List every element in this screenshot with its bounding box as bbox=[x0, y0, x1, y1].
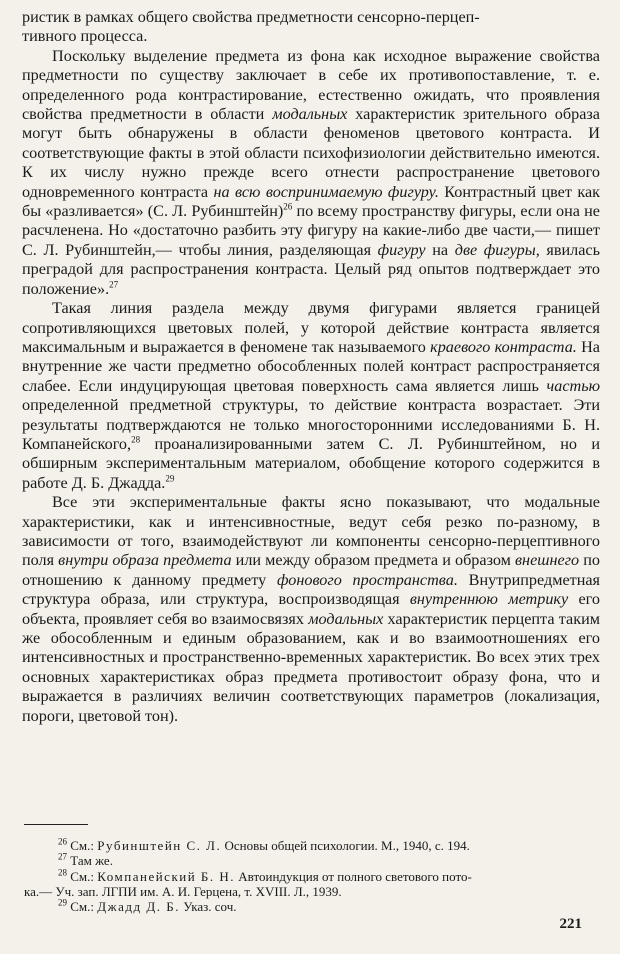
p1-text-1: Поскольку выделение предмета из фона как исходное выражение свойства предметности по существу заключает в себе их противопоставление, т. е. определенного рода контрастирование, естественно ожидать, что проявления свойства предметности в области bbox=[22, 46, 600, 124]
footnote-separator bbox=[24, 824, 88, 825]
footnotes bbox=[24, 838, 598, 914]
footnote-29 bbox=[24, 899, 598, 914]
p1-italic-2: на всю воспринимаемую фигуру. bbox=[213, 182, 439, 201]
footnote-number: 28 bbox=[58, 867, 67, 878]
p3-text-2: или между образом предмета и образом bbox=[231, 551, 516, 570]
footnote-lead: См.: bbox=[70, 838, 98, 853]
footnote-text: Основы общей психологии. М., 1940, с. 194. bbox=[221, 838, 470, 853]
page-body bbox=[22, 8, 600, 726]
footnote-ref-28: 28 bbox=[131, 434, 141, 445]
p1-text-3: Контрастный цвет как бы «разливается» (С. Л. Рубинштейн) bbox=[22, 182, 600, 221]
paragraph-continuation bbox=[22, 8, 600, 47]
p1-italic-4: две фигуры, bbox=[454, 240, 540, 259]
p3-text-3: по отношению к данному предмету bbox=[22, 551, 600, 589]
footnote-text: Автоиндукция от полного светового пото- bbox=[235, 868, 472, 884]
p3-text-5: его объекта, проявляет себя во взаимосвязях bbox=[22, 590, 601, 628]
footnote-author: Компанейский Б. Н. bbox=[97, 868, 236, 884]
footnote-26 bbox=[24, 838, 598, 853]
p1-text-2: характеристик зрительного образа могут быть обнаружены в области феноменов цветового контраста. И соответствующие факты в этой области психофизиологии действительно имеются. К их числу нужно прежде всего отнести распространение цветового одновременного контраста bbox=[22, 105, 600, 201]
p3-italic-1: внутри образа предмета bbox=[58, 551, 232, 570]
p3-italic-5: модальных bbox=[308, 609, 384, 628]
p1-italic-1: модальных bbox=[272, 105, 348, 124]
footnote-lead: См.: bbox=[70, 868, 98, 884]
footnote-ref-29: 29 bbox=[165, 473, 175, 484]
footnote-lead: См.: bbox=[70, 899, 98, 915]
p1-text-6: явилась преградой для распространения контраста. Целый ряд опытов подтверждает это положение». bbox=[22, 240, 600, 298]
p1-text-5: на bbox=[425, 240, 455, 259]
p3-italic-4: внутреннюю метрику bbox=[409, 590, 569, 609]
footnote-27 bbox=[24, 853, 598, 868]
p3-italic-2: внешнего bbox=[515, 551, 580, 570]
p3-text-1: Все эти экспериментальные факты ясно показывают, что модальные характеристики, как и интенсивностные, ведут себя резко по-разному, в зависимости от того, взаимодействуют ли компоненты сенсорно-перцептивного поля bbox=[22, 493, 600, 570]
p2-italic-1: краевого контраста. bbox=[430, 337, 577, 356]
paragraph-1 bbox=[22, 47, 600, 299]
p2-text-1: Такая линия раздела между двумя фигурами является границей сопротивляющихся цветовых полей, у которой действие контраста является максимальным и выражается в феномене так называемого bbox=[22, 299, 600, 356]
paragraph-2 bbox=[22, 299, 600, 493]
footnote-author: Рубинштейн С. Л. bbox=[97, 838, 222, 853]
footnote-ref-26: 26 bbox=[283, 201, 293, 212]
continuation-line-1: ристик в рамках общего свойства предметности сенсорно-перцеп- bbox=[22, 8, 480, 26]
footnote-text: Указ. соч. bbox=[179, 899, 237, 915]
footnote-lead: Там же. bbox=[70, 853, 113, 869]
continuation-line-2: тивного процесса. bbox=[22, 27, 148, 46]
p1-italic-3: фигуру bbox=[377, 240, 426, 259]
footnote-28 bbox=[24, 869, 598, 884]
p3-italic-3: фонового пространства. bbox=[276, 570, 458, 589]
p2-text-2: На внутренние же части предметно обособленных полей контраст распространяется слабее. Если индуцирующая цветовая поверхность сама является лишь bbox=[22, 337, 600, 395]
page-number: 221 bbox=[559, 916, 582, 932]
footnote-28-continuation: ка.— Уч. зап. ЛГПИ им. А. И. Герцена, т. XVIII. Л., 1939. bbox=[24, 883, 342, 899]
footnote-number: 26 bbox=[58, 836, 67, 847]
paragraph-3 bbox=[22, 493, 600, 726]
footnote-number: 29 bbox=[58, 897, 67, 908]
p2-italic-2: частью bbox=[546, 376, 600, 395]
footnote-number: 27 bbox=[58, 851, 67, 862]
p1-text-4: по всему пространству фигуры, если она не расчленена. Но «достаточно разбить эту фигуру на какие-либо две части,— пишет С. Л. Рубинштейн,— чтобы линия, разделяющая bbox=[22, 202, 600, 259]
footnote-author: Джадд Д. Б. bbox=[97, 899, 180, 915]
p3-text-6: характеристик перцепта таким же обособленным и единым образованием, как и во взаимоотношениях его интенсивностных и пространственно-временных характеристик. Во всех этих трех основных характеристиках образ предмета противостоит образу фона, что и выражается в различиях величин соответствующих параметров (локализация, пороги, цветовой тон). bbox=[22, 609, 600, 725]
footnote-ref-27: 27 bbox=[109, 279, 119, 290]
p2-text-4: проанализированными затем С. Л. Рубинштейном, но и обширным экспериментальным материалом, обобщение которого содержится в работе Д. Б. Джадда. bbox=[22, 434, 600, 492]
p2-text-3: определенной предметной структуры, то действие контраста возрастает. Эти результаты подтверждаются не только многосторонними исследованиями Б. Н. Компанейского, bbox=[22, 396, 600, 453]
p3-text-4: Внутрипредметная структура образа, или структура, воспроизводящая bbox=[22, 570, 600, 609]
